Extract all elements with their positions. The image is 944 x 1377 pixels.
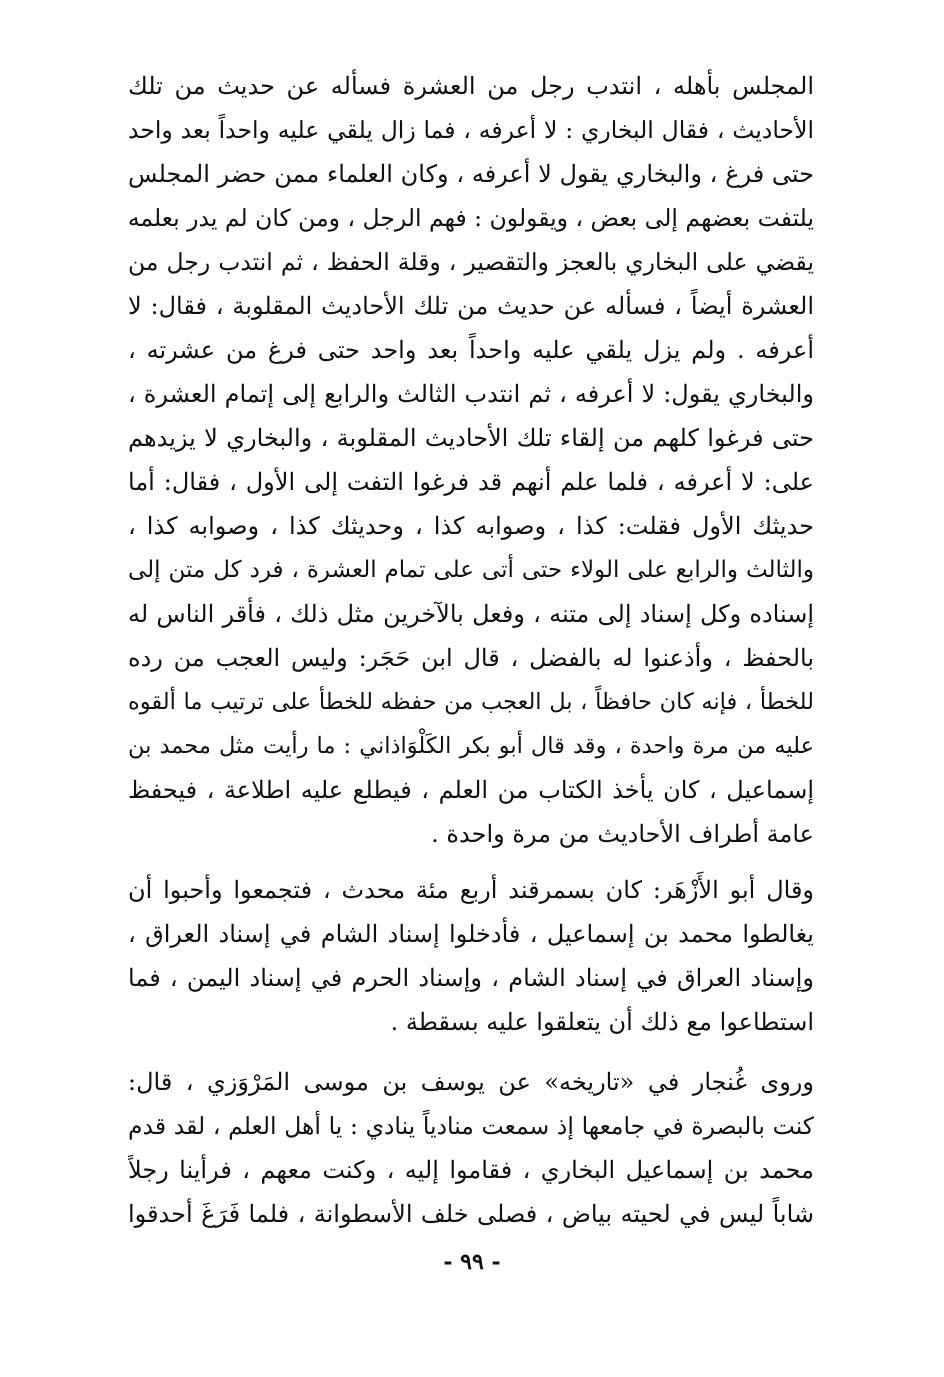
text-line: عليه من مرة واحدة ، وقد قال أبو بكر الكَلْوَاذاني : ما رأيت مثل محمد بن <box>128 733 814 759</box>
text-line: العشرة أيضاً ، فسأله عن حديث من تلك الأحاديث المقلوبة ، فقال: لا <box>128 292 814 320</box>
text-line: كنت بالبصرة في جامعها إذ سمعت منادياً ينادي : يا أهل العلم ، لقد قدم <box>128 1112 814 1140</box>
text-line: المجلس بأهله ، انتدب رجل من العشرة فسأله عن حديث من تلك <box>128 72 814 100</box>
text-line: شاباً ليس في لحيته بياض ، فصلى خلف الأسطوانة ، فلما فَرَغَ أحدقوا <box>128 1200 814 1228</box>
text-line: وإسناد العراق في إسناد الشام ، وإسناد الحرم في إسناد اليمن ، فما <box>128 964 814 992</box>
text-line: بالحفظ ، وأذعنوا له بالفضل ، قال ابن حَجَر: وليس العجب من رده <box>128 644 814 672</box>
text-line: يقضي على البخاري بالعجز والتقصير ، وقلة الحفظ ، ثم انتدب رجل من <box>128 248 814 276</box>
paragraph-samarqand <box>128 868 814 1044</box>
text-line: الأحاديث ، فقال البخاري : لا أعرفه ، فما زال يلقي عليه واحداً بعد واحد <box>128 116 814 144</box>
text-line: حديثك الأول فقلت: كذا ، وصوابه كذا ، وحديثك كذا ، وصوابه كذا ، <box>128 512 814 540</box>
paragraph-basra <box>128 1060 814 1236</box>
text-line: يلتفت بعضهم إلى بعض ، ويقولون : فهم الرجل ، ومن كان لم يدر بعلمه <box>128 204 814 232</box>
text-line: أعرفه . ولم يزل يلقي عليه واحداً بعد واحد حتى فرغ من عشرته ، <box>128 336 814 364</box>
text-line: إسماعيل ، كان يأخذ الكتاب من العلم ، فيطلع عليه اطلاعة ، فيحفظ <box>128 776 814 804</box>
text-line: والبخاري يقول: لا أعرفه ، ثم انتدب الثالث والرابع إلى إتمام العشرة ، <box>128 380 814 408</box>
page-number: - ٩٩ - <box>443 1249 501 1275</box>
text-line: للخطأ ، فإنه كان حافظاً ، بل العجب من حفظه للخطأ على ترتيب ما ألقوه <box>128 689 814 715</box>
text-line: عامة أطراف الأحاديث من مرة واحدة . <box>431 820 814 848</box>
text-line: محمد بن إسماعيل البخاري ، فقاموا إليه ، وكنت معهم ، فرأينا رجلاً <box>128 1156 814 1184</box>
text-line: يغالطوا محمد بن إسماعيل ، فأدخلوا إسناد الشام في إسناد العراق ، <box>128 920 814 948</box>
text-line: والثالث والرابع على الولاء حتى أتى على تمام العشرة ، فرد كل متن إلى <box>128 557 814 583</box>
text-line: على: لا أعرفه ، فلما علم أنهم قد فرغوا التفت إلى الأول ، فقال: أما <box>128 468 814 496</box>
paragraph-bukhari-test <box>128 64 814 856</box>
text-line: استطاعوا مع ذلك أن يتعلقوا عليه بسقطة . <box>390 1008 814 1036</box>
text-line: وروى غُنجار في «تاريخه» عن يوسف بن موسى المَرْوَزي ، قال: <box>128 1068 814 1096</box>
text-line: وقال أبو الأَزْهَر: كان بسمرقند أربع مئة محدث ، فتجمعوا وأحبوا أن <box>128 876 814 904</box>
text-line: حتى فرغوا كلهم من إلقاء تلك الأحاديث المقلوبة ، والبخاري لا يزيدهم <box>128 424 814 452</box>
text-line: حتى فرغ ، والبخاري يقول لا أعرفه ، وكان العلماء ممن حضر المجلس <box>128 160 814 188</box>
text-line: إسناده وكل إسناد إلى متنه ، وفعل بالآخرين مثل ذلك ، فأقر الناس له <box>128 600 814 628</box>
